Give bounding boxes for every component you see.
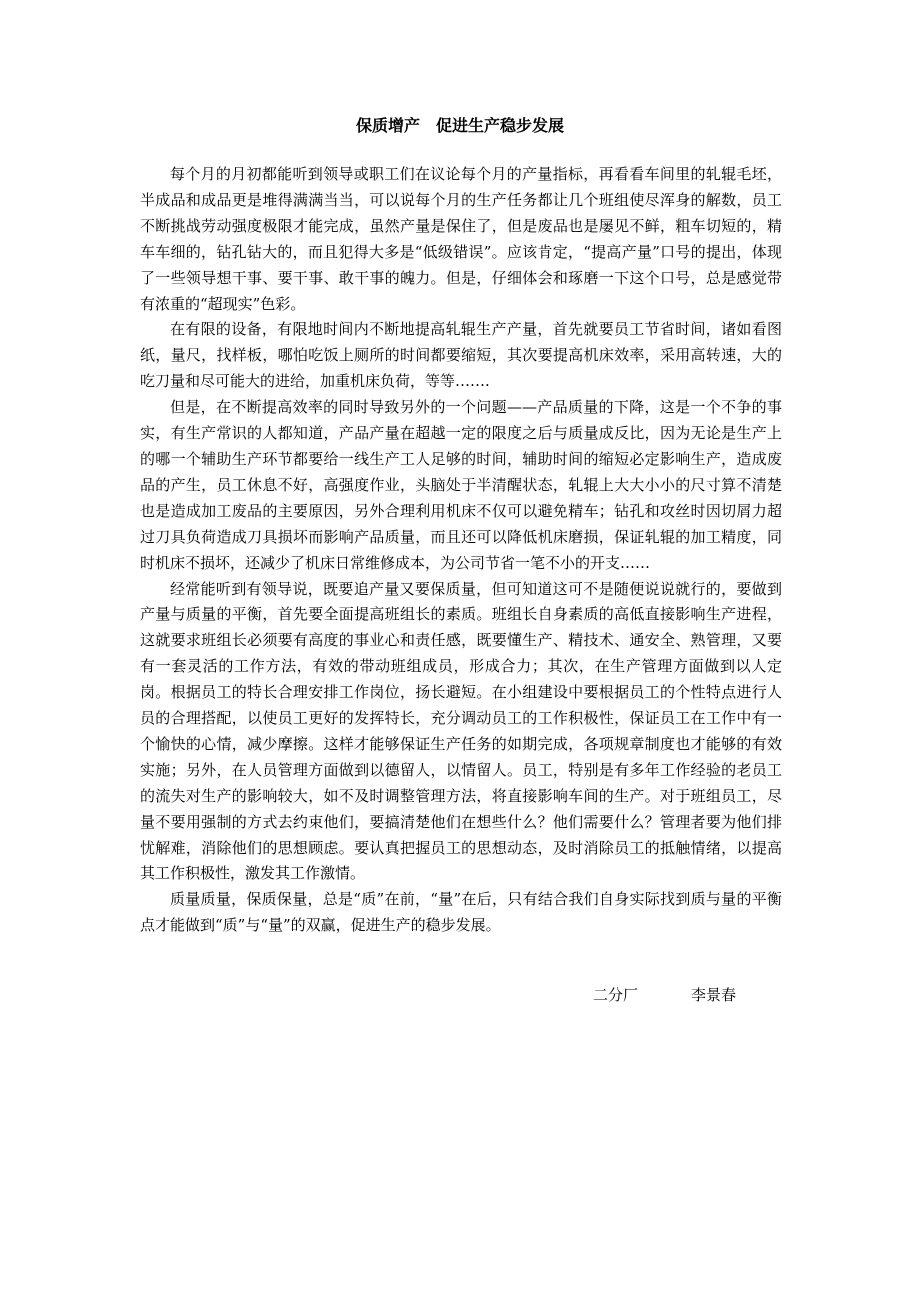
body-paragraph: 质量质量，保质保量，总是“质”在前，“量”在后，只有结合我们自身实际找到质与量的平衡点才能做到“质”与“量”的双赢，促进生产的稳步发展。	[140, 890, 782, 935]
signature-block	[593, 982, 736, 1008]
signature-author: 李景春	[691, 986, 737, 1004]
document-title: 保质增产 促进生产稳步发展	[355, 116, 564, 135]
signature-department: 二分厂	[593, 986, 639, 1004]
body-paragraph: 但是，在不断提高效率的同时导致另外的一个问题——产品质量的下降，这是一个不争的事实，有生产常识的人都知道，产品产量在超越一定的限度之后与质量成反比，因为无论是生产上的哪一个辅助生产环节都要给一线生产工人足够的时间，辅助时间的缩短必定影响生产，造成废品的产生，员工休息不好，高强度作业，头脑处于半清醒状态，轧辊上大大小小的尺寸算不清楚也是造成加工废品的主要原因，另外合理利用机床不仅可以避免精车；钻孔和攻丝时因切屑力超过刀具负荷造成刀具损坏而影响产品质量，而且还可以降低机床磨损，保证轧辊的加工精度，同时机床不损坏，还减少了机床日常维修成本，为公司节省一笔不小的开支……	[140, 398, 782, 572]
body-paragraph: 在有限的设备，有限地时间内不断地提高轧辊生产产量，首先就要员工节省时间，诸如看图纸，量尺，找样板，哪怕吃饭上厕所的时间都要缩短，其次要提高机床效率，采用高转速，大的吃刀量和尽可能大的进给，加重机床负荷，等等…….	[140, 320, 782, 391]
document-body	[140, 162, 782, 939]
body-paragraph: 每个月的月初都能听到领导或职工们在议论每个月的产量指标，再看看车间里的轧辊毛坯，半成品和成品更是堆得满满当当，可以说每个月的生产任务都让几个班组使尽浑身的解数，员工不断挑战劳动强度极限才能完成，虽然产量是保住了，但是废品也是屡见不鲜，粗车切短的，精车车细的，钻孔钻大的，而且犯得大多是“低级错误”。应该肯定，“提高产量”口号的提出，体现了一些领导想干事、要干事、敢干事的魄力。但是，仔细体会和琢磨一下这个口号，总是感觉带有浓重的“超现实”色彩。	[140, 165, 782, 313]
body-paragraph: 经常能听到有领导说，既要追产量又要保质量，但可知道这可不是随便说说就行的，要做到产量与质量的平衡，首先要全面提高班组长的素质。班组长自身素质的高低直接影响生产进程，这就要求班组长必须要有高度的事业心和责任感，既要懂生产、精技术、通安全、熟管理，又要有一套灵活的工作方法，有效的带动班组成员，形成合力；其次，在生产管理方面做到以人定岗。根据员工的特长合理安排工作岗位，扬长避短。在小组建设中要根据员工的个性特点进行人员的合理搭配，以使员工更好的发挥特长，充分调动员工的工作积极性，保证员工在工作中有一个愉快的心情，减少摩擦。这样才能够保证生产任务的如期完成，各项规章制度也才能够的有效实施；另外，在人员管理方面做到以德留人，以情留人。员工，特别是有多年工作经验的老员工的流失对生产的影响较大，如不及时调整管理方法，将直接影响车间的生产。对于班组员工，尽量不要用强制的方式去约束他们，要搞清楚他们在想些什么？他们需要什么？管理者要为他们排忧解难，消除他们的思想顾虑。要认真把握员工的思想动态，及时消除员工的抵触情绪，以提高其工作积极性，激发其工作激情。	[140, 579, 782, 883]
